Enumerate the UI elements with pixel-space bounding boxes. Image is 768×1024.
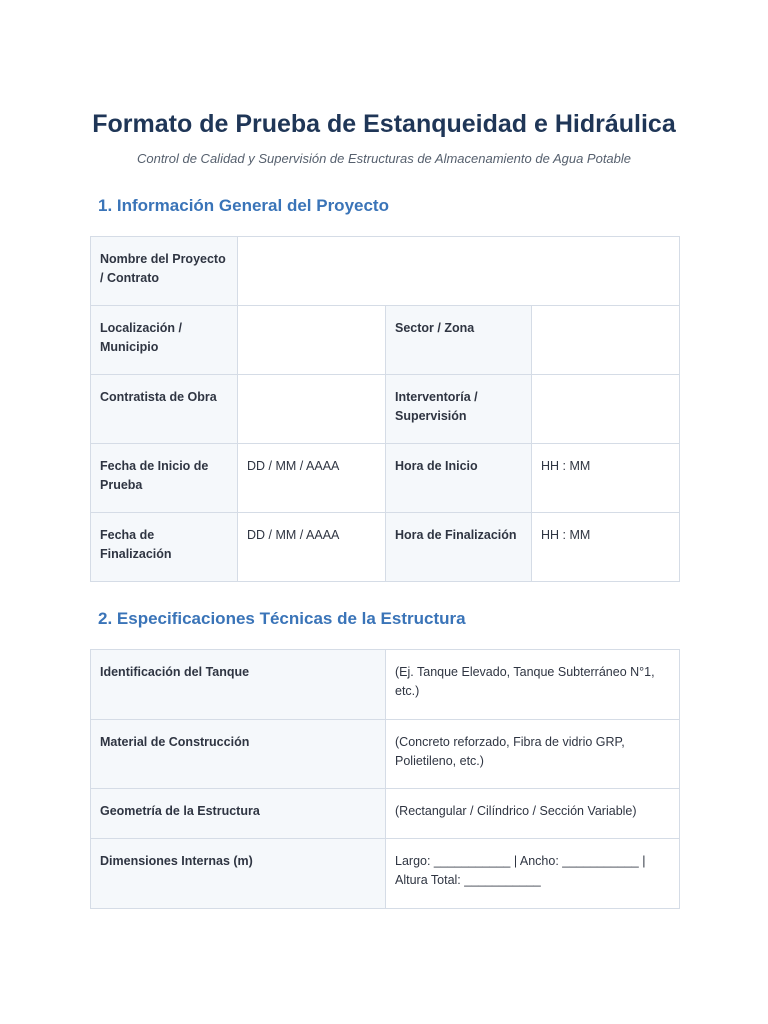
section-heading-general-info: 1. Información General del Proyecto	[98, 196, 389, 215]
field-contractor[interactable]	[238, 375, 386, 444]
technical-specs-table	[90, 649, 680, 909]
field-location[interactable]	[238, 306, 386, 375]
field-tank-id[interactable]: (Ej. Tanque Elevado, Tanque Subterráneo N°1, etc.)	[386, 650, 680, 720]
field-end-date[interactable]: DD / MM / AAAA	[238, 513, 386, 582]
section-heading-technical-specs: 2. Especificaciones Técnicas de la Estructura	[98, 609, 466, 628]
label-end-date: Fecha de Finalización	[91, 513, 238, 582]
table-row	[91, 789, 680, 839]
table-row	[91, 720, 680, 789]
label-start-date: Fecha de Inicio de Prueba	[91, 444, 238, 513]
label-end-time: Hora de Finalización	[386, 513, 532, 582]
label-tank-id: Identificación del Tanque	[91, 650, 386, 720]
field-material[interactable]: (Concreto reforzado, Fibra de vidrio GRP, Polietileno, etc.)	[386, 720, 680, 789]
table-row	[91, 375, 680, 444]
document-subtitle: Control de Calidad y Supervisión de Estructuras de Almacenamiento de Agua Potable	[136, 151, 632, 166]
label-contractor: Contratista de Obra	[91, 375, 238, 444]
field-end-time[interactable]: HH : MM	[532, 513, 680, 582]
document-title: Formato de Prueba de Estanqueidad e Hidráulica	[92, 110, 676, 138]
field-geometry[interactable]: (Rectangular / Cilíndrico / Sección Variable)	[386, 789, 680, 839]
field-dimensions[interactable]: Largo: ___________ | Ancho: ___________ | Altura Total: ___________	[386, 839, 680, 909]
table-row	[91, 513, 680, 582]
field-project-name[interactable]	[238, 237, 680, 306]
field-start-time[interactable]: HH : MM	[532, 444, 680, 513]
table-row	[91, 839, 680, 909]
label-location: Localización / Municipio	[91, 306, 238, 375]
field-supervision[interactable]	[532, 375, 680, 444]
label-material: Material de Construcción	[91, 720, 386, 789]
table-row	[91, 444, 680, 513]
label-project-name: Nombre del Proyecto / Contrato	[91, 237, 238, 306]
label-dimensions: Dimensiones Internas (m)	[91, 839, 386, 909]
field-start-date[interactable]: DD / MM / AAAA	[238, 444, 386, 513]
field-sector[interactable]	[532, 306, 680, 375]
label-supervision: Interventoría / Supervisión	[386, 375, 532, 444]
table-row	[91, 237, 680, 306]
general-info-table	[90, 236, 680, 582]
table-row	[91, 306, 680, 375]
label-geometry: Geometría de la Estructura	[91, 789, 386, 839]
label-sector: Sector / Zona	[386, 306, 532, 375]
table-row	[91, 650, 680, 720]
label-start-time: Hora de Inicio	[386, 444, 532, 513]
